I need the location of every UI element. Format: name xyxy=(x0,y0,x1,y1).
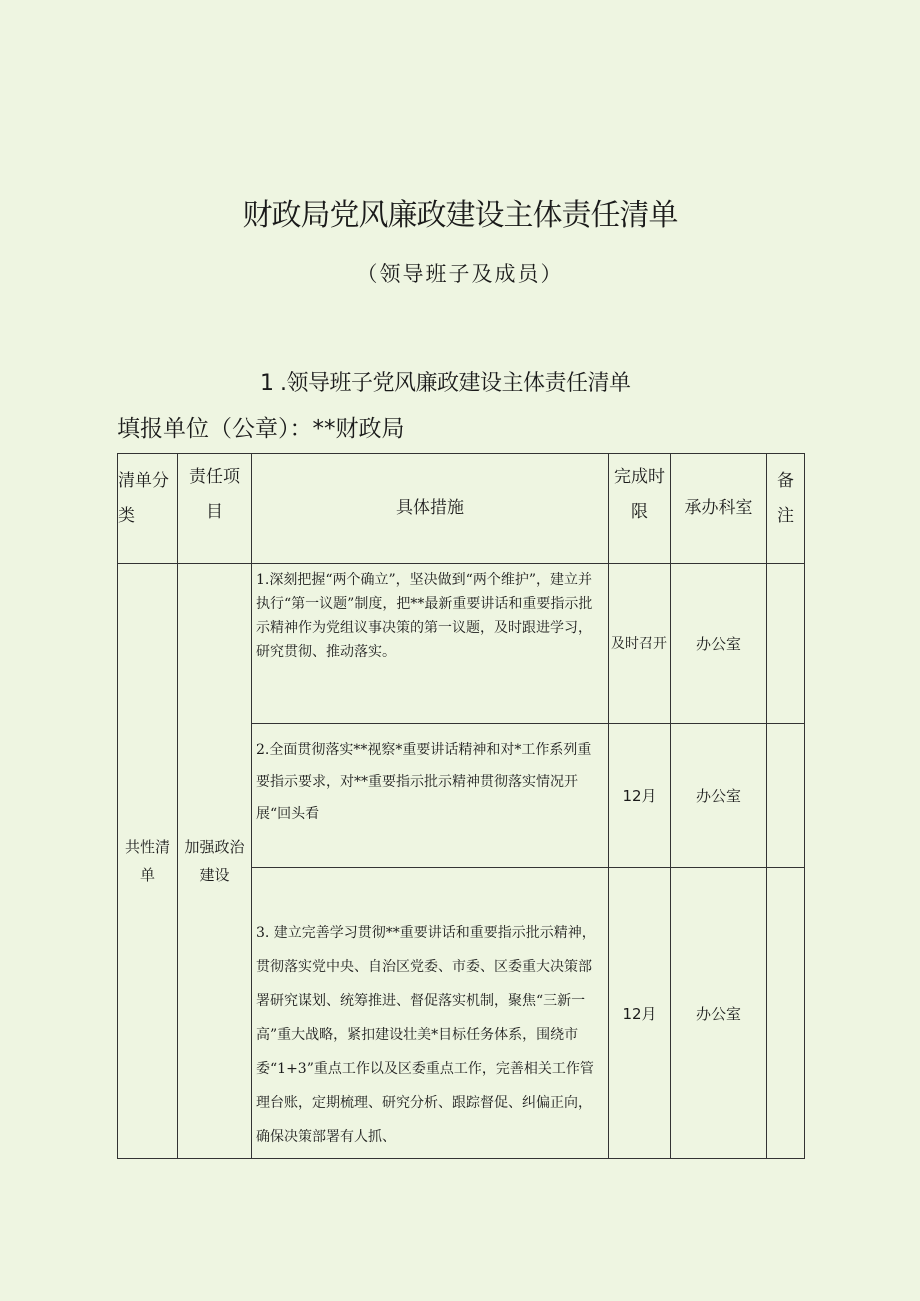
document-subtitle: （领导班子及成员） xyxy=(356,262,564,286)
category-cell: 共性清单 xyxy=(118,564,178,1159)
reporting-unit: 填报单位（公章）：**财政局 xyxy=(117,416,405,442)
header-note: 备注 xyxy=(767,454,805,564)
measure-cell: 3. 建立完善学习贯彻**重要讲话和重要指示批示精神，贯彻落实党中央、自治区党委、市委、区委重大决策部署研究谋划、统筹推进、督促落实机制，聚焦“三新一高”重大战略，紧扣建设壮美*目标任务体系，围绕市委“1+3”重点工作以及区委重点工作，完善相关工作管理台账，定期梳理、研究分析、跟踪督促、纠偏正向，确保决策部署有人抓、 xyxy=(252,868,609,1159)
deadline-cell: 12月 xyxy=(609,724,671,868)
measure-cell: 2.全面贯彻落实**视察*重要讲话精神和对*工作系列重要指示要求，对**重要指示批示精神贯彻落实情况开展“回头看 xyxy=(252,724,609,868)
header-measure: 具体措施 xyxy=(252,454,609,564)
dept-cell: 办公室 xyxy=(671,564,767,724)
header-dept: 承办科室 xyxy=(671,454,767,564)
header-deadline: 完成时限 xyxy=(609,454,671,564)
dept-cell: 办公室 xyxy=(671,868,767,1159)
measure-cell: 1.深刻把握“两个确立”，坚决做到“两个维护”，建立并执行“第一议题”制度，把**最新重要讲话和重要指示批示精神作为党组议事决策的第一议题，及时跟进学习，研究贯彻、推动落实。 xyxy=(252,564,609,724)
document-title: 财政局党风廉政建设主体责任清单 xyxy=(242,198,678,233)
section-heading: 1 .领导班子党风廉政建设主体责任清单 xyxy=(260,371,631,396)
note-cell xyxy=(767,564,805,724)
responsibility-table xyxy=(117,453,805,1159)
deadline-cell: 及时召开 xyxy=(609,564,671,724)
note-cell xyxy=(767,868,805,1159)
item-cell: 加强政治建设 xyxy=(178,564,252,1159)
header-category: 清单分类 xyxy=(118,454,178,564)
note-cell xyxy=(767,724,805,868)
header-item: 责任项目 xyxy=(178,454,252,564)
table-header-row xyxy=(118,454,805,564)
dept-cell: 办公室 xyxy=(671,724,767,868)
table-row xyxy=(118,564,805,724)
deadline-cell: 12月 xyxy=(609,868,671,1159)
